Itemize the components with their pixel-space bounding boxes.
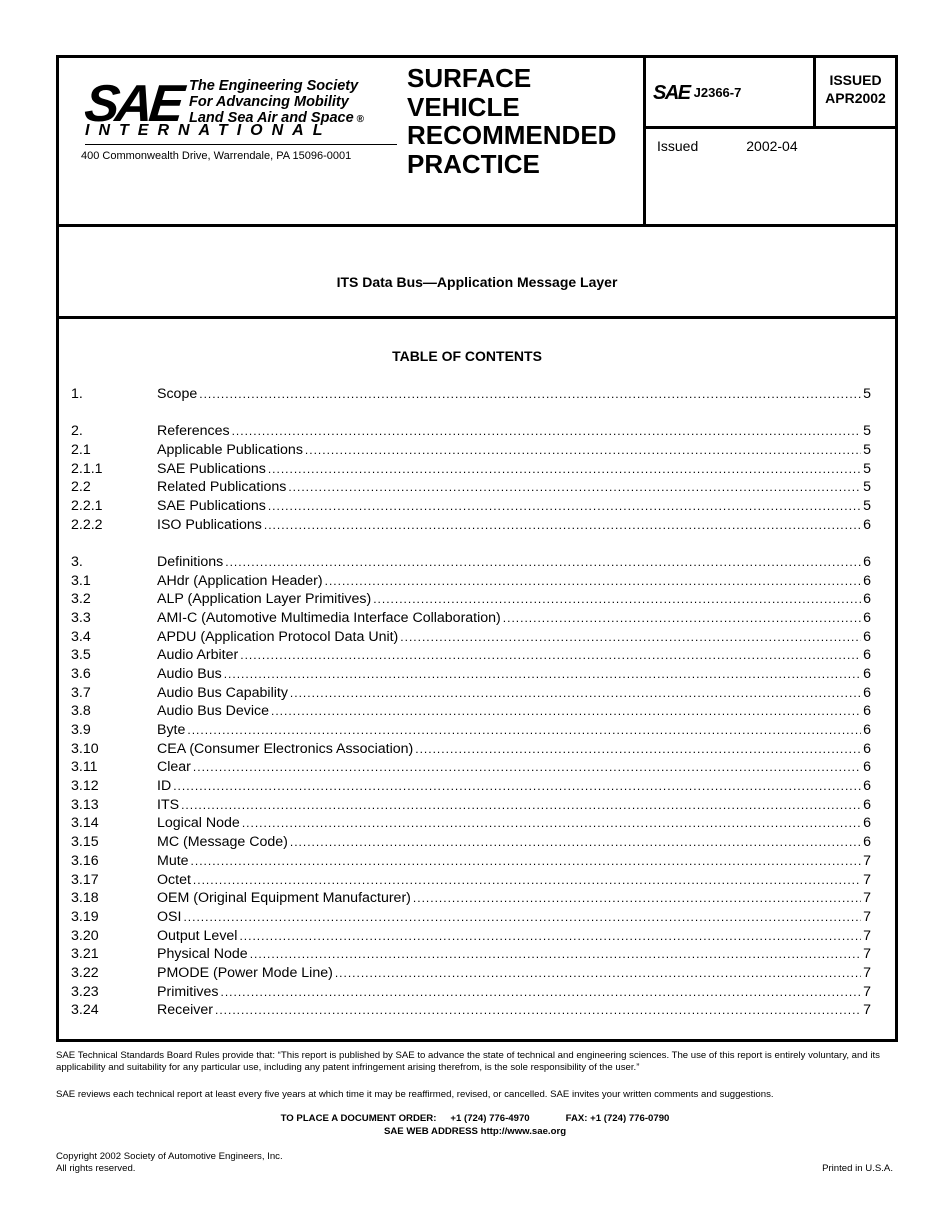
toc-entry-page: 6	[863, 703, 871, 720]
toc-entry-label: Audio Bus	[157, 665, 222, 682]
logo-rule	[85, 144, 397, 145]
toc-entry-page: 5	[863, 423, 871, 440]
toc-leader-dots	[268, 499, 861, 513]
toc-entry-number: 2.1	[71, 441, 91, 458]
toc-entry-label: Audio Bus Device	[157, 703, 269, 720]
toc-leader-dots	[220, 985, 861, 999]
toc-leader-dots	[239, 929, 861, 943]
toc-leader-dots	[503, 611, 861, 625]
toc-entry-label: Output Level	[157, 927, 238, 944]
doc-type	[407, 64, 616, 178]
doc-type-line: RECOMMENDED	[407, 120, 617, 150]
toc-entry-label: Scope	[157, 386, 198, 402]
status-line: APR2002	[825, 90, 886, 106]
toc-entry	[71, 442, 871, 461]
document-title: ITS Data Bus—Application Message Layer	[336, 274, 618, 290]
toc-entry-page: 7	[863, 1002, 871, 1019]
toc-leader-dots	[290, 686, 861, 700]
toc-entry-number: 2.	[71, 423, 83, 440]
toc-entry-number: 3.2	[71, 591, 91, 608]
toc-entry-label: Applicable Publications	[157, 441, 303, 458]
toc-entry-number: 3.20	[71, 927, 99, 944]
header-bottom-rule	[59, 224, 895, 227]
toc-entry-page: 6	[863, 834, 871, 851]
toc-heading: TABLE OF CONTENTS	[392, 348, 542, 364]
toc-leader-dots	[325, 574, 862, 588]
toc-entry	[71, 815, 871, 834]
toc-entry	[71, 554, 871, 573]
toc-entry	[71, 965, 871, 984]
toc-leader-dots	[224, 667, 861, 681]
toc-entry-number: 3.	[71, 553, 83, 570]
toc-entry-label: AHdr (Application Header)	[157, 572, 323, 589]
toc-leader-dots	[240, 648, 861, 662]
toc-entry-page: 6	[863, 609, 871, 626]
toc-entry-label: SAE Publications	[157, 497, 266, 514]
toc-entry-label: MC (Message Code)	[157, 834, 288, 851]
toc-entry-number: 3.17	[71, 871, 99, 888]
sae-address: 400 Commonwealth Drive, Warrendale, PA 15096-0001	[81, 150, 352, 162]
toc-entry-page: 5	[863, 479, 871, 496]
toc-entry-label: Octet	[157, 871, 191, 888]
toc-entry-page: 5	[863, 386, 871, 402]
table-of-contents	[71, 386, 871, 1021]
issued-label: Issued	[657, 138, 699, 154]
toc-entry-label: Audio Bus Capability	[157, 684, 288, 701]
toc-entry-label: References	[157, 423, 230, 440]
toc-entry-number: 1.	[71, 386, 83, 402]
toc-entry-label: Logical Node	[157, 815, 240, 832]
toc-leader-dots	[187, 723, 861, 737]
toc-entry-number: 3.24	[71, 1002, 99, 1019]
toc-entry-page: 7	[863, 908, 871, 925]
toc-entry	[71, 629, 871, 648]
standards-rules: SAE Technical Standards Board Rules provide that: “This report is published by SAE to advance the state of technical and engineering sciences. The use of this report is entirely voluntary, and its applicability and suitability for any particular use, including any patent infringement arising therefrom, is the sole responsibility of the user.”	[56, 1050, 880, 1073]
toc-entry-page: 6	[863, 778, 871, 795]
doc-number: J2366-7	[693, 85, 742, 100]
toc-entry	[71, 610, 871, 629]
toc-entry-number: 3.3	[71, 609, 91, 626]
toc-entry	[71, 647, 871, 666]
order-line	[0, 1113, 950, 1125]
toc-entry-label: PMODE (Power Mode Line)	[157, 964, 333, 981]
toc-entry	[71, 666, 871, 685]
toc-entry	[71, 984, 871, 1003]
toc-entry-label: Audio Arbiter	[157, 647, 239, 664]
toc-entry-page: 6	[863, 684, 871, 701]
toc-entry-number: 3.9	[71, 722, 91, 738]
toc-entry-page: 6	[863, 647, 871, 664]
toc-entry-page: 6	[863, 665, 871, 682]
toc-entry-number: 3.14	[71, 815, 99, 832]
toc-entry-page: 6	[863, 516, 871, 533]
copyright	[56, 1151, 283, 1175]
toc-entry-number: 3.6	[71, 665, 91, 682]
toc-entry	[71, 759, 871, 778]
toc-leader-dots	[173, 779, 861, 793]
toc-entry	[71, 703, 871, 722]
document-frame	[56, 55, 898, 1042]
toc-entry-number: 3.12	[71, 778, 99, 795]
toc-leader-dots	[183, 910, 861, 924]
tagline-line: The Engineering Society	[189, 78, 359, 94]
tagline-line: For Advancing Mobility	[189, 94, 349, 110]
sae-international: INTERNATIONAL	[85, 122, 332, 139]
doc-id	[653, 82, 741, 105]
toc-entry-label: Physical Node	[157, 946, 248, 963]
toc-leader-dots	[193, 760, 861, 774]
toc-entry-label: ID	[157, 778, 172, 795]
doc-type-line: VEHICLE	[407, 91, 520, 122]
tagline-line: Land Sea Air and Space	[189, 110, 354, 126]
status-badge	[816, 71, 895, 107]
toc-entry-number: 3.21	[71, 946, 99, 963]
toc-leader-dots	[290, 835, 861, 849]
toc-entry	[71, 573, 871, 592]
toc-entry	[71, 872, 871, 891]
toc-entry-number: 3.15	[71, 834, 99, 851]
toc-entry-label: APDU (Application Protocol Data Unit)	[157, 628, 399, 645]
rights-line: All rights reserved.	[56, 1163, 136, 1174]
toc-entry-number: 3.11	[71, 759, 98, 776]
toc-entry	[71, 946, 871, 965]
sae-logo-mark: SAE	[81, 75, 183, 133]
toc-entry-number: 3.18	[71, 890, 99, 907]
toc-leader-dots	[250, 947, 861, 961]
toc-entry	[71, 890, 871, 909]
docid-divider	[643, 126, 895, 129]
toc-entry-page: 7	[863, 983, 871, 1000]
toc-entry-number: 3.10	[71, 740, 99, 757]
toc-entry-number: 2.1.1	[71, 460, 103, 477]
sae-tagline	[189, 78, 364, 128]
toc-entry-number: 3.1	[71, 572, 91, 589]
toc-entry	[71, 423, 871, 442]
toc-entry-label: Receiver	[157, 1002, 213, 1019]
fax-number: FAX: +1 (724) 776-0790	[565, 1113, 670, 1124]
toc-entry	[71, 685, 871, 704]
toc-entry-label: Related Publications	[157, 479, 287, 496]
registered-mark: ®	[356, 114, 365, 125]
toc-leader-dots	[305, 443, 861, 457]
toc-entry-page: 7	[863, 852, 871, 869]
toc-leader-dots	[268, 462, 861, 476]
toc-entry-label: Clear	[157, 759, 191, 776]
toc-entry-number: 3.8	[71, 703, 91, 720]
issued-line	[657, 138, 798, 154]
toc-entry	[71, 1002, 871, 1021]
toc-entry	[71, 741, 871, 760]
toc-entry-label: OEM (Original Equipment Manufacturer)	[157, 890, 411, 907]
toc-entry	[71, 479, 871, 498]
toc-leader-dots	[232, 424, 862, 438]
toc-entry-number: 3.4	[71, 628, 91, 645]
issued-date: 2002-04	[746, 138, 798, 154]
toc-entry-label: ITS	[157, 796, 180, 813]
toc-leader-dots	[415, 742, 861, 756]
toc-entry	[71, 386, 871, 405]
toc-entry-number: 3.5	[71, 647, 91, 664]
toc-leader-dots	[191, 854, 862, 868]
toc-entry-page: 6	[863, 740, 871, 757]
toc-leader-dots	[373, 592, 861, 606]
printed-in: Printed in U.S.A.	[822, 1163, 893, 1174]
toc-leader-dots	[199, 387, 861, 401]
toc-entry	[71, 722, 871, 741]
toc-entry-page: 6	[863, 815, 871, 832]
toc-entry-number: 3.22	[71, 964, 99, 981]
toc-entry-label: ISO Publications	[157, 516, 262, 533]
title-bottom-rule	[59, 316, 895, 319]
toc-leader-dots	[335, 966, 861, 980]
toc-entry-page: 6	[863, 722, 871, 738]
toc-entry-page: 7	[863, 927, 871, 944]
toc-leader-dots	[215, 1003, 861, 1017]
web-address: SAE WEB ADDRESS http://www.sae.org	[383, 1126, 567, 1137]
toc-leader-dots	[264, 518, 861, 532]
toc-entry-page: 6	[863, 553, 871, 570]
toc-entry	[71, 517, 871, 536]
toc-entry	[71, 928, 871, 947]
order-phone: +1 (724) 776-4970	[450, 1113, 530, 1124]
doc-type-line: PRACTICE	[407, 148, 540, 179]
toc-leader-dots	[181, 798, 861, 812]
toc-leader-dots	[288, 480, 861, 494]
toc-entry-number: 2.2.2	[71, 516, 103, 533]
toc-entry-label: Mute	[157, 852, 189, 869]
toc-entry-number: 3.7	[71, 684, 91, 701]
header-divider	[643, 58, 646, 224]
toc-entry	[71, 853, 871, 872]
order-label: TO PLACE A DOCUMENT ORDER:	[280, 1113, 437, 1124]
toc-entry-number: 3.23	[71, 983, 99, 1000]
toc-entry-number: 3.16	[71, 852, 99, 869]
toc-entry-label: AMI-C (Automotive Multimedia Interface Collaboration)	[157, 609, 501, 626]
toc-entry	[71, 909, 871, 928]
toc-entry-label: Byte	[157, 722, 186, 738]
toc-entry-page: 5	[863, 441, 871, 458]
toc-entry-label: Primitives	[157, 983, 219, 1000]
toc-entry	[71, 498, 871, 517]
toc-entry-page: 6	[863, 591, 871, 608]
toc-entry	[71, 797, 871, 816]
toc-entry-page: 7	[863, 871, 871, 888]
toc-entry-label: SAE Publications	[157, 460, 266, 477]
toc-entry-number: 2.2	[71, 479, 91, 496]
doc-id-logo: SAE	[653, 82, 690, 104]
toc-entry-page: 7	[863, 890, 871, 907]
status-line: ISSUED	[829, 72, 882, 88]
toc-leader-dots	[400, 630, 861, 644]
toc-entry-label: ALP (Application Layer Primitives)	[157, 591, 372, 608]
toc-entry-number: 2.2.1	[71, 497, 103, 514]
toc-entry-page: 5	[863, 497, 871, 514]
toc-leader-dots	[271, 704, 861, 718]
doc-type-line: SURFACE	[407, 63, 532, 93]
toc-entry-page: 6	[863, 628, 871, 645]
toc-entry-label: Definitions	[157, 553, 224, 570]
toc-entry-page: 7	[863, 946, 871, 963]
toc-entry-page: 6	[863, 759, 871, 776]
toc-entry	[71, 834, 871, 853]
toc-entry-page: 6	[863, 796, 871, 813]
toc-entry-number: 3.19	[71, 908, 99, 925]
toc-entry	[71, 461, 871, 480]
toc-leader-dots	[413, 891, 861, 905]
toc-entry-page: 6	[863, 572, 871, 589]
toc-leader-dots	[225, 555, 861, 569]
review-note: SAE reviews each technical report at least every five years at which time it may be reaffirmed, revised, or cancelled. SAE invites your written comments and suggestions.	[56, 1089, 774, 1100]
toc-entry-label: OSI	[157, 908, 182, 925]
toc-entry-page: 7	[863, 964, 871, 981]
copyright-line: Copyright 2002 Society of Automotive Engineers, Inc.	[56, 1151, 283, 1162]
toc-entry-page: 5	[863, 460, 871, 477]
toc-leader-dots	[242, 816, 861, 830]
toc-entry-number: 3.13	[71, 796, 99, 813]
toc-leader-dots	[193, 873, 861, 887]
toc-entry	[71, 591, 871, 610]
toc-entry	[71, 778, 871, 797]
toc-entry-label: CEA (Consumer Electronics Association)	[157, 740, 414, 757]
